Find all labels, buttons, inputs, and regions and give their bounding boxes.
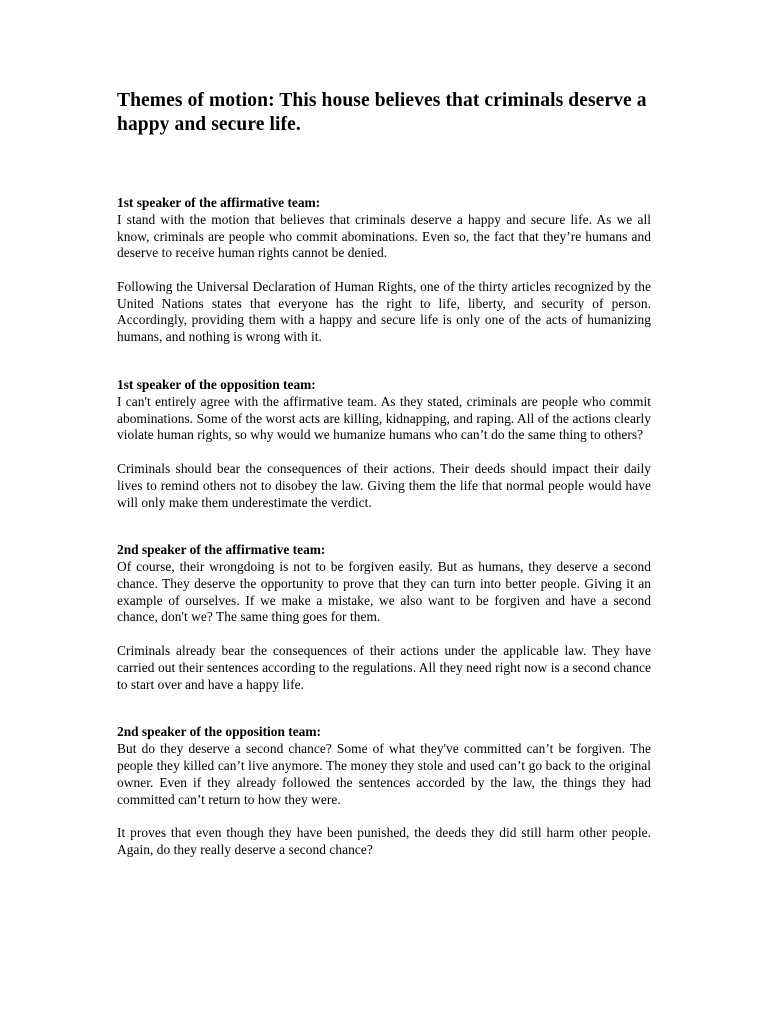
section-heading: 2nd speaker of the affirmative team: (117, 542, 326, 558)
paragraph: But do they deserve a second chance? Some of what they've committed can’t be forgiven. The people they killed can’t live anymore. The money they stole and used can’t go back to the original owner. Even if they already followed the sentences accorded by the law, the things they had committed can’t return to how they were. (117, 741, 651, 807)
paragraph: I can't entirely agree with the affirmative team. As they stated, criminals are people who commit abominations. Some of the worst acts are killing, kidnapping, and raping. All of the actions clearly violate human rights, so why would we humanize humans who can’t do the same thing to others? (117, 393, 651, 443)
section-opposition-1 (117, 377, 651, 511)
document-title: Themes of motion: This house believes that criminals deserve a happy and secure life. (117, 90, 647, 135)
section-heading: 1st speaker of the opposition team: (117, 377, 316, 393)
paragraph: Criminals should bear the consequences of their actions. Their deeds should impact their daily lives to remind others not to disobey the law. Giving them the life that normal people would have will only make them underestimate the verdict. (117, 460, 651, 510)
section-heading: 1st speaker of the affirmative team: (117, 195, 321, 210)
section-heading: 2nd speaker of the opposition team: (117, 724, 321, 740)
section-affirmative-1 (117, 195, 651, 346)
section-opposition-2 (117, 724, 651, 858)
paragraph: It proves that even though they have been punished, the deeds they did still harm other people. Again, do they really deserve a second chance? (117, 825, 651, 857)
document-page (117, 89, 651, 890)
section-affirmative-2 (117, 542, 651, 693)
paragraph: Of course, their wrongdoing is not to be forgiven easily. But as humans, they deserve a second chance. They deserve the opportunity to prove that they can turn into better people. Giving it an example of ourselves. If we make a mistake, we also want to be forgiven and have a second chance, don't we? The same thing goes for them. (117, 559, 651, 625)
paragraph: Criminals already bear the consequences of their actions under the applicable law. They have carried out their sentences according to the regulations. All they need right now is a second chance to start over and have a happy life. (117, 643, 651, 692)
paragraph: I stand with the motion that believes that criminals deserve a happy and secure life. As we all know, criminals are people who commit abominations. Even so, the fact that they’re humans and deserve to receive human rights cannot be denied. (117, 211, 651, 261)
paragraph: Following the Universal Declaration of Human Rights, one of the thirty articles recognized by the United Nations states that everyone has the right to life, liberty, and security of person. Accordingly, providing them with a happy and secure life is only one of the acts of humanizing humans, and nothing is wrong with it. (117, 278, 651, 345)
